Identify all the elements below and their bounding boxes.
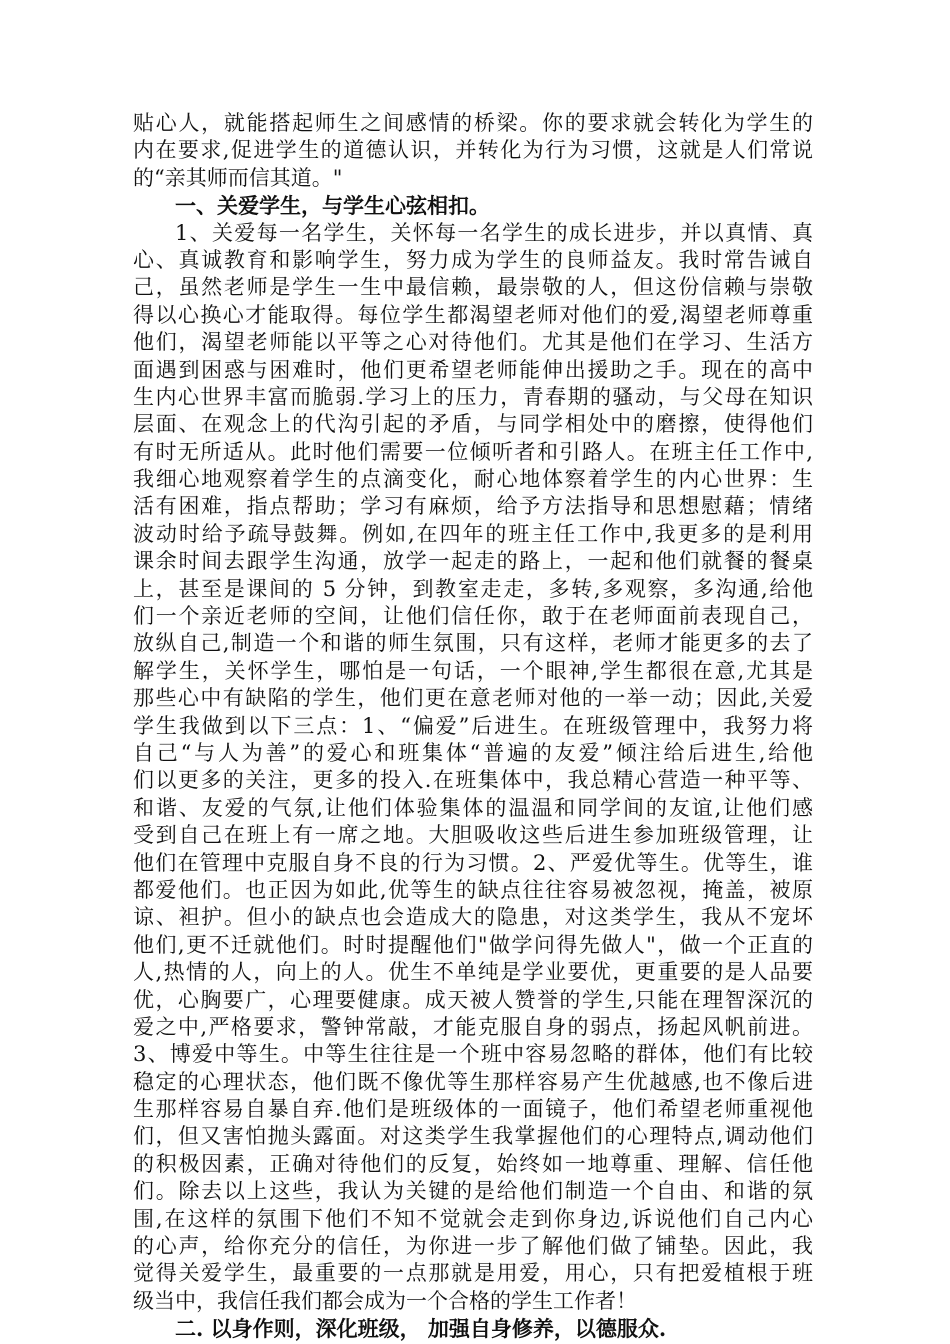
body-text-line: 那些心中有缺陷的学生，他们更在意老师对他的一举一动；因此,关爱 [133, 686, 813, 711]
body-text-line: 内在要求,促进学生的道德认识，并转化为行为习惯，这就是人们常说 [133, 138, 813, 163]
body-text-line: 生那样容易自暴自弃.他们是班级体的一面镜子，他们希望老师重视他 [133, 1097, 813, 1122]
body-text-line: 他们在管理中克服自身不良的行为习惯。2、严爱优等生。优等生，谁 [133, 850, 813, 875]
body-text-line: 波动时给予疏导鼓舞。例如,在四年的班主任工作中,我更多的是利用 [133, 521, 813, 546]
body-text-line: 课余时间去跟学生沟通，放学一起走的路上，一起和他们就餐的餐桌 [133, 549, 813, 574]
body-text-line: 他们,更不迁就他们。时时提醒他们"做学问得先做人"，做一个正直的 [133, 932, 813, 957]
body-text-line: 上，甚至是课间的 5 分钟，到教室走走，多转,多观察，多沟通,给他 [133, 576, 813, 601]
body-text-line: 心、真诚教育和影响学生，努力成为学生的良师益友。我时常告诫自 [133, 247, 813, 272]
body-text-line: 生内心世界丰富而脆弱.学习上的压力，青春期的骚动，与父母在知识 [133, 384, 813, 409]
body-text-line: 有时无所适从。此时他们需要一位倾听者和引路人。在班主任工作中, [133, 439, 813, 464]
body-text-line: 觉得关爱学生，最重要的一点那就是用爱，用心，只有把爱植根于班 [133, 1261, 813, 1286]
body-text-line: 谅、袒护。但小的缺点也会造成大的隐患，对这类学生，我从不宠坏 [133, 905, 813, 930]
body-text-line: 的“亲其师而信其道。" [133, 165, 343, 190]
body-text-line: 活有困难，指点帮助；学习有麻烦，给予方法指导和思想慰藉；情绪 [133, 494, 813, 519]
body-text-line: 受到自己在班上有一席之地。大胆吸收这些后进生参加班级管理，让 [133, 823, 813, 848]
body-text-line: 层面、在观念上的代沟引起的矛盾，与同学相处中的磨擦，使得他们 [133, 412, 813, 437]
section-heading: 二. 以身作则，深化班级， 加强自身修养，以德服众. [175, 1316, 667, 1342]
body-text-line: 的积极因素，正确对待他们的反复，始终如一地尊重、理解、信任他 [133, 1151, 813, 1176]
section-heading: 一、关爱学生，与学生心弦相扣。 [175, 193, 490, 219]
body-text-line: 的心声，给你充分的信任，为你进一步了解他们做了铺垫。因此，我 [133, 1234, 813, 1259]
body-text-line: 放纵自己,制造一个和谐的师生氛围，只有这样，老师才能更多的去了 [133, 631, 813, 656]
body-text-line: 人,热情的人，向上的人。优生不单纯是学业要优，更重要的是人品要 [133, 960, 813, 985]
body-text-line: 围,在这样的氛围下他们不知不觉就会走到你身边,诉说他们自己内心 [133, 1206, 813, 1231]
body-text-line: 们以更多的关注，更多的投入.在班集体中，我总精心营造一种平等、 [133, 768, 813, 793]
body-text-line: 学生我做到以下三点：1、“偏爱”后进生。在班级管理中，我努力将 [133, 713, 813, 738]
body-text-line: 他们，渴望老师能以平等之心对待他们。尤其是他们在学习、生活方 [133, 330, 813, 355]
body-text-line: 得以心换心才能取得。每位学生都渴望老师对他们的爱,渴望老师尊重 [133, 302, 813, 327]
body-text-line: 自己“与人为善”的爱心和班集体“普遍的友爱”倾注给后进生,给他 [133, 740, 813, 765]
body-text-line: 3、博爱中等生。中等生往往是一个班中容易忽略的群体，他们有比较 [133, 1042, 813, 1067]
document-page [133, 110, 813, 1343]
body-text-line: 贴心人，就能搭起师生之间感情的桥梁。你的要求就会转化为学生的 [133, 111, 813, 135]
body-text-line: 己，虽然老师是学生一生中最信赖，最崇敬的人，但这份信赖与崇敬 [133, 275, 813, 300]
body-text-line: 优，心胸要广，心理要健康。成天被人赞誉的学生,只能在理智深沉的 [133, 987, 813, 1012]
body-text-line: 稳定的心理状态，他们既不像优等生那样容易产生优越感,也不像后进 [133, 1069, 813, 1094]
body-text-line: 们。除去以上这些，我认为关键的是给他们制造一个自由、和谐的氛 [133, 1179, 813, 1204]
body-text-line: 爱之中,严格要求，警钟常敲，才能克服自身的弱点，扬起风帆前进。 [133, 1014, 813, 1039]
body-text-line: 都爱他们。也正因为如此,优等生的缺点往往容易被忽视，掩盖，被原 [133, 877, 813, 902]
body-text-line: 解学生，关怀学生，哪怕是一句话，一个眼神,学生都很在意,尤其是 [133, 658, 813, 683]
body-text-line: 和谐、友爱的气氛,让他们体验集体的温温和同学间的友谊,让他们感 [133, 795, 813, 820]
body-text-line: 们一个亲近老师的空间，让他们信任你，敢于在老师面前表现自己， [133, 604, 813, 629]
body-text-line: 面遇到困惑与困难时，他们更希望老师能伸出援助之手。现在的高中 [133, 357, 813, 382]
body-text-line: 1、关爱每一名学生，关怀每一名学生的成长进步，并以真情、真 [175, 220, 813, 245]
body-text-line: 级当中，我信任我们都会成为一个合格的学生工作者！ [133, 1288, 637, 1313]
body-text-line: 我细心地观察着学生的点滴变化，耐心地体察着学生的内心世界：生 [133, 467, 813, 492]
body-text-line: 们，但又害怕抛头露面。对这类学生我掌握他们的心理特点,调动他们 [133, 1124, 813, 1149]
